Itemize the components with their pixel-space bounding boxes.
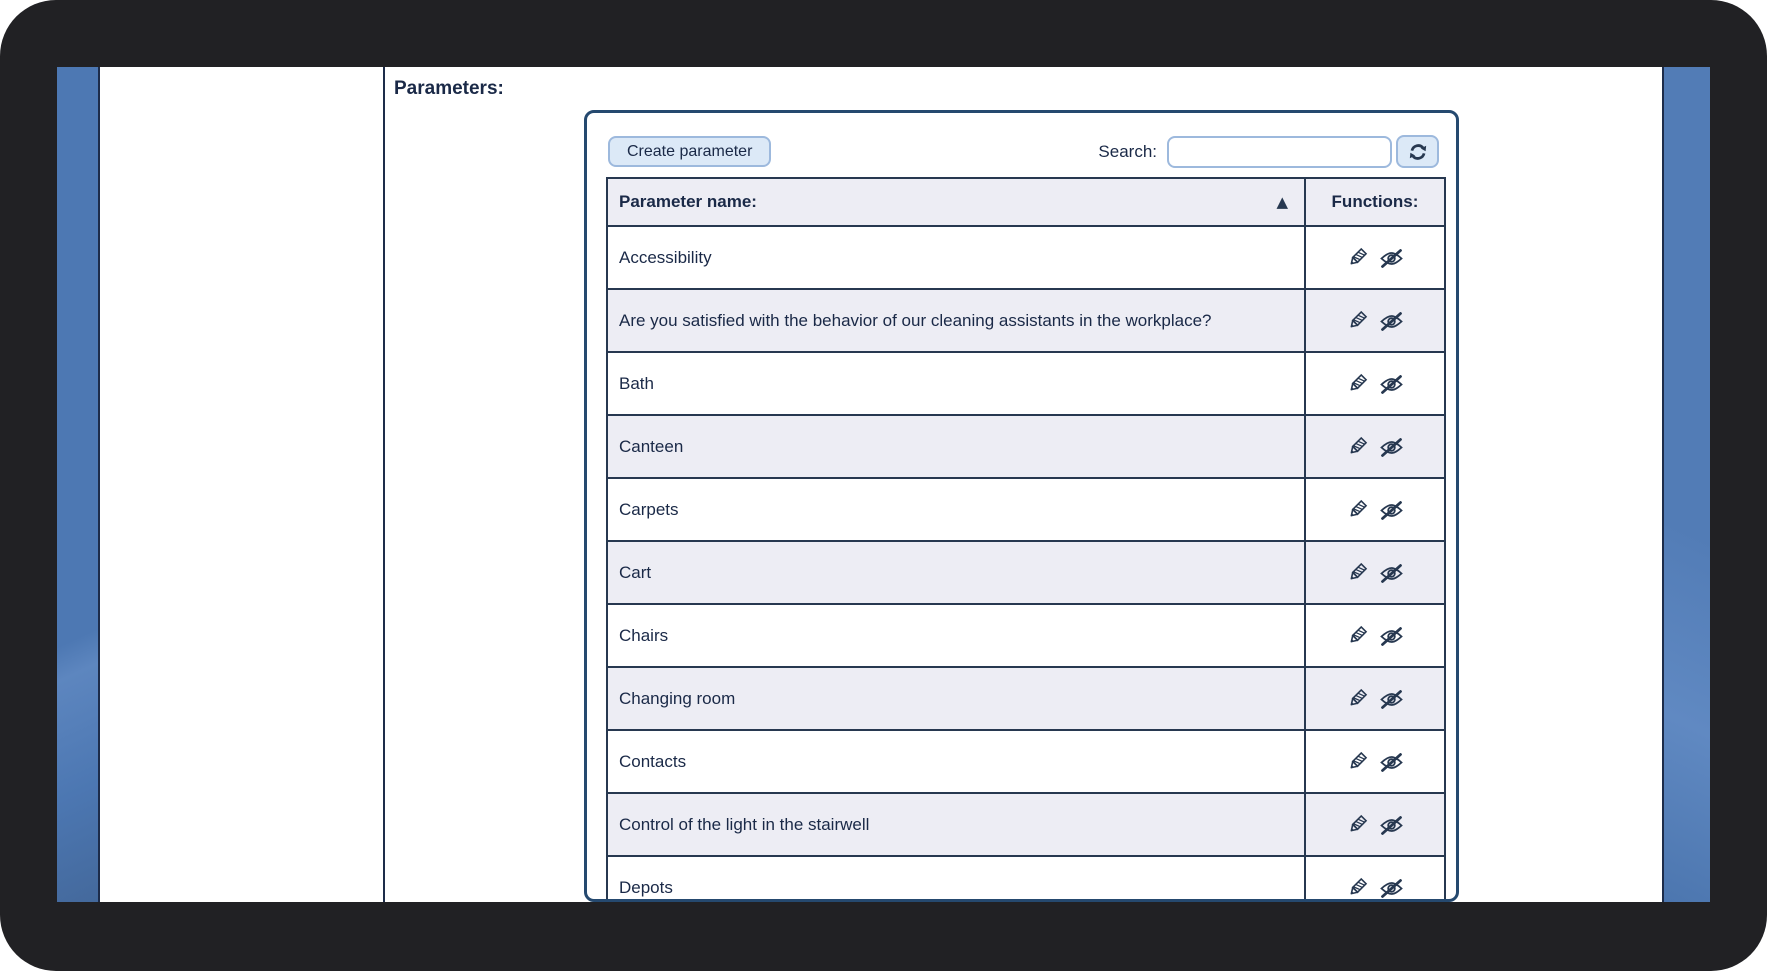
hide-eye-slash-icon (1378, 561, 1405, 585)
page-title: Parameters: (394, 78, 504, 99)
hide-eye-slash-icon (1378, 687, 1405, 711)
parameter-functions-cell (1305, 604, 1445, 667)
hide-parameter-button[interactable] (1378, 435, 1405, 459)
hide-eye-slash-icon (1378, 372, 1405, 396)
edit-pencil-icon (1345, 246, 1369, 270)
parameter-row (607, 541, 1445, 604)
parameter-row (607, 352, 1445, 415)
hide-parameter-button[interactable] (1378, 246, 1405, 270)
refresh-button[interactable] (1396, 135, 1439, 168)
hide-parameter-button[interactable] (1378, 498, 1405, 522)
functions-header: Functions: (1305, 178, 1445, 226)
parameter-name-header-label: Parameter name: (619, 192, 757, 211)
hide-parameter-button[interactable] (1378, 561, 1405, 585)
parameter-name-cell: Depots (607, 856, 1305, 902)
parameter-row (607, 856, 1445, 902)
edit-pencil-icon (1345, 624, 1369, 648)
parameter-functions-cell (1305, 541, 1445, 604)
parameter-name-cell: Accessibility (607, 226, 1305, 289)
edit-parameter-button[interactable] (1345, 498, 1369, 522)
parameter-name-cell: Chairs (607, 604, 1305, 667)
app-screen (57, 67, 1710, 902)
edit-pencil-icon (1345, 876, 1369, 900)
main-content-area (385, 67, 1662, 902)
hide-parameter-button[interactable] (1378, 813, 1405, 837)
parameter-functions-cell (1305, 856, 1445, 902)
right-blue-strip (1662, 67, 1710, 902)
hide-eye-slash-icon (1378, 876, 1405, 900)
parameter-row (607, 289, 1445, 352)
edit-parameter-button[interactable] (1345, 813, 1369, 837)
parameter-name-cell: Carpets (607, 478, 1305, 541)
parameter-name-cell: Cart (607, 541, 1305, 604)
edit-pencil-icon (1345, 561, 1369, 585)
parameter-row (607, 604, 1445, 667)
parameter-name-cell: Bath (607, 352, 1305, 415)
edit-parameter-button[interactable] (1345, 624, 1369, 648)
edit-parameter-button[interactable] (1345, 876, 1369, 900)
refresh-icon (1407, 141, 1429, 163)
parameter-row (607, 667, 1445, 730)
parameter-row (607, 226, 1445, 289)
left-empty-column (100, 67, 385, 902)
hide-parameter-button[interactable] (1378, 624, 1405, 648)
hide-eye-slash-icon (1378, 309, 1405, 333)
hide-parameter-button[interactable] (1378, 309, 1405, 333)
search-input[interactable] (1167, 136, 1392, 168)
edit-parameter-button[interactable] (1345, 750, 1369, 774)
parameter-row (607, 478, 1445, 541)
parameter-row (607, 793, 1445, 856)
edit-pencil-icon (1345, 309, 1369, 333)
left-blue-strip (57, 67, 100, 902)
edit-pencil-icon (1345, 435, 1369, 459)
edit-parameter-button[interactable] (1345, 309, 1369, 333)
edit-parameter-button[interactable] (1345, 687, 1369, 711)
parameter-functions-cell (1305, 478, 1445, 541)
parameter-functions-cell (1305, 415, 1445, 478)
edit-parameter-button[interactable] (1345, 246, 1369, 270)
hide-eye-slash-icon (1378, 813, 1405, 837)
parameter-functions-cell (1305, 226, 1445, 289)
edit-pencil-icon (1345, 813, 1369, 837)
parameter-functions-cell (1305, 730, 1445, 793)
parameter-functions-cell (1305, 667, 1445, 730)
table-header-row (607, 178, 1445, 226)
create-parameter-button[interactable]: Create parameter (608, 136, 771, 167)
edit-parameter-button[interactable] (1345, 435, 1369, 459)
hide-parameter-button[interactable] (1378, 876, 1405, 900)
search-label: Search: (1098, 141, 1157, 161)
parameter-name-cell: Contacts (607, 730, 1305, 793)
parameter-name-cell: Are you satisfied with the behavior of our cleaning assistants in the workplace? (607, 289, 1305, 352)
parameter-name-cell: Canteen (607, 415, 1305, 478)
edit-pencil-icon (1345, 498, 1369, 522)
parameter-row (607, 730, 1445, 793)
parameter-functions-cell (1305, 352, 1445, 415)
hide-eye-slash-icon (1378, 498, 1405, 522)
edit-pencil-icon (1345, 372, 1369, 396)
edit-parameter-button[interactable] (1345, 561, 1369, 585)
hide-eye-slash-icon (1378, 624, 1405, 648)
parameter-name-cell: Changing room (607, 667, 1305, 730)
parameter-functions-cell (1305, 289, 1445, 352)
parameter-functions-cell (1305, 793, 1445, 856)
parameters-table (606, 177, 1446, 902)
sort-ascending-icon[interactable]: ▲ (1276, 192, 1288, 211)
hide-eye-slash-icon (1378, 246, 1405, 270)
parameter-name-header[interactable] (607, 178, 1305, 226)
hide-eye-slash-icon (1378, 750, 1405, 774)
parameter-name-cell: Control of the light in the stairwell (607, 793, 1305, 856)
hide-eye-slash-icon (1378, 435, 1405, 459)
parameters-panel (584, 110, 1459, 902)
panel-toolbar (587, 113, 1456, 177)
hide-parameter-button[interactable] (1378, 687, 1405, 711)
hide-parameter-button[interactable] (1378, 750, 1405, 774)
parameter-row (607, 415, 1445, 478)
edit-pencil-icon (1345, 687, 1369, 711)
hide-parameter-button[interactable] (1378, 372, 1405, 396)
edit-pencil-icon (1345, 750, 1369, 774)
edit-parameter-button[interactable] (1345, 372, 1369, 396)
